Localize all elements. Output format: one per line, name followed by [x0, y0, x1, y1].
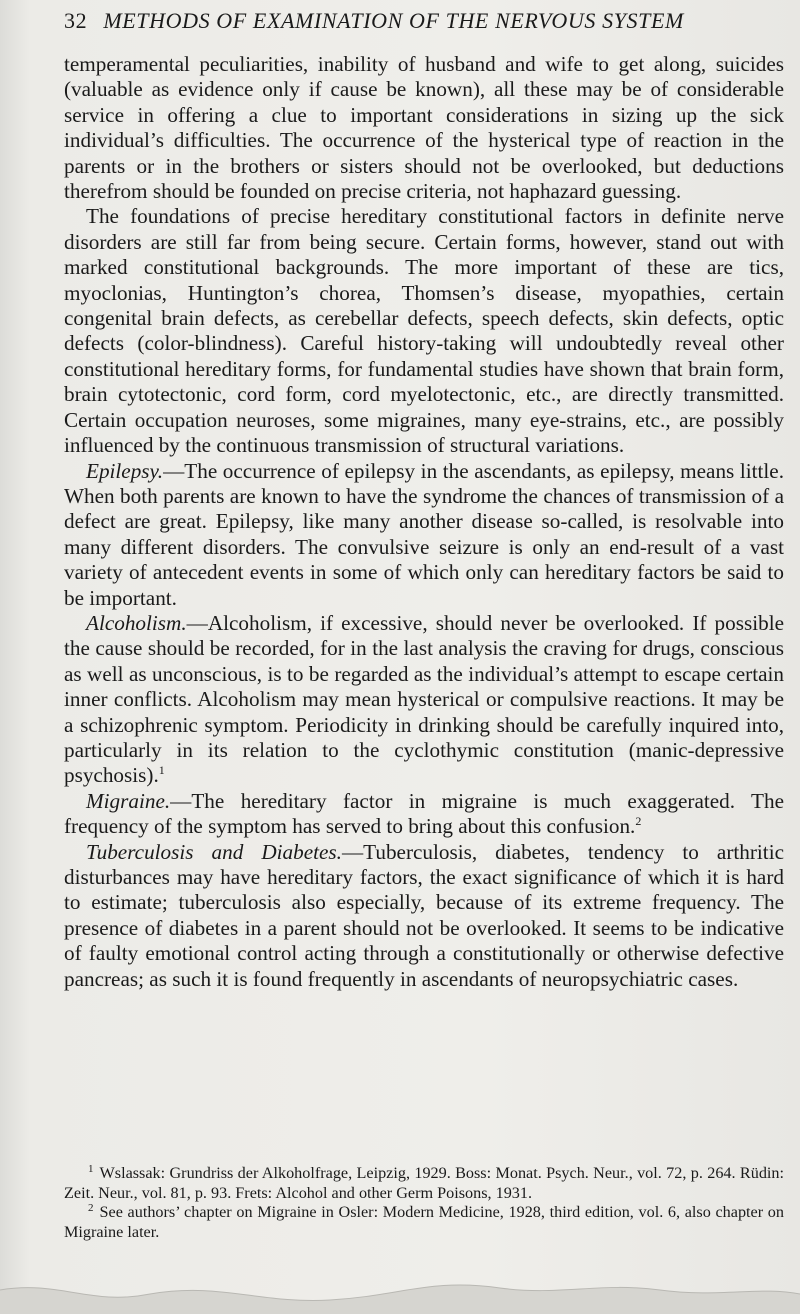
section-heading-tuberculosis-diabetes: Tuberculosis and Diabetes. [86, 839, 342, 864]
running-header [64, 8, 764, 34]
paragraph-text: The foundations of precise hereditary constitutional factors in definite nerve disorders are still far from being secure. Certain forms, however, stand out with marked constitutional backgrounds. The more important of these are tics, myoclonias, Huntington’s chorea, Thomsen’s disease, myopathies, certain congenital brain defects, as cerebellar defects, speech defects, skin defects, optic defects (color-blindness). Careful history-taking will undoubtedly reveal other constitutional hereditary forms, for fundamental studies have shown that brain form, brain cytotectonic, cord form, cord myelotectonic, etc., are directly transmitted. Certain occupation neuroses, some migraines, many eye-strains, etc., are possibly influenced by the continuous transmission of structural variations. [64, 204, 784, 458]
paragraph-text: —Alcoholism, if excessive, should never be overlooked. If possible the cause should be recorded, for in the last analysis the craving for drugs, conscious as well as unconscious, is to be regarded as the individual’s attempt to escape certain inner conflicts. Alcoholism may mean hysterical or compulsive reactions. It may be a schizophrenic symptom. Periodicity in drinking should be carefully inquired into, particularly in its relation to the cyclothymic constitution (manic-depressive psychosis). [64, 610, 784, 788]
section-heading-migraine: Migraine. [86, 788, 171, 813]
paragraph-migraine [64, 789, 784, 840]
footnote-1 [64, 1164, 784, 1203]
paragraph-tuberculosis-diabetes [64, 840, 784, 992]
paragraph-epilepsy [64, 459, 784, 611]
page-number: 32 [64, 8, 88, 33]
footnote-ref-2: 2 [635, 814, 642, 829]
paragraph-alcoholism [64, 611, 784, 789]
paragraph-continuation [64, 52, 784, 204]
footnote-text: Wslassak: Grundriss der Alkoholfrage, Leipzig, 1929. Boss: Monat. Psych. Neur., vol. 72, p. 264. Rüdin: Zeit. Neur., vol. 81, p. 93. Frets: Alcohol and other Germ Poisons, 1931. [64, 1164, 784, 1202]
footnote-mark: 1 [88, 1162, 94, 1175]
footnotes [64, 1164, 784, 1242]
paragraph-text: —Tuberculosis, diabetes, tendency to arthritic disturbances may have hereditary factors, the exact significance of which it is hard to estimate; tuberculosis also especially, because of its extreme frequency. The presence of diabetes in a parent should not be overlooked. It seems to be indicative of faulty emotional control acting through a constitutionally or otherwise defective pancreas; as such it is found frequently in ascendants of neuropsychiatric cases. [64, 839, 784, 991]
paragraph-text: temperamental peculiarities, inability of husband and wife to get along, suicides (valuable as evidence only if cause be known), all these may be of considerable service in offering a clue to important considerations in sizing up the sick individual’s difficulties. The occurrence of the hysterical type of reaction in the parents or in the brothers or sisters should not be overlooked, but deductions therefrom should be founded on precise criteria, not haphazard guessing. [64, 52, 784, 204]
running-title: METHODS OF EXAMINATION OF THE NERVOUS SYSTEM [103, 8, 684, 33]
footnote-mark: 2 [88, 1201, 94, 1214]
footnote-2 [64, 1203, 784, 1242]
body-text [64, 52, 784, 992]
paragraph-hereditary-factors [64, 204, 784, 458]
footnote-ref-1: 1 [158, 763, 165, 778]
paragraph-text: —The occurrence of epilepsy in the ascendants, as epilepsy, means little. When both parents are known to have the syndrome the chances of transmission of a defect are great. Epilepsy, like many another disease so-called, is resolvable into many different disorders. The convulsive seizure is only an end-result of a vast variety of antecedent events in some of which only can hereditary factors be said to be important. [64, 458, 784, 610]
torn-page-edge [0, 1260, 800, 1314]
section-heading-alcoholism: Alcoholism. [86, 610, 187, 635]
torn-edge-shadow [0, 1285, 800, 1314]
footnote-text: See authors’ chapter on Migraine in Osler: Modern Medicine, 1928, third edition, vol. 6, also chapter on Migraine later. [64, 1203, 784, 1241]
section-heading-epilepsy: Epilepsy. [86, 458, 164, 483]
paragraph-text: —The hereditary factor in migraine is much exaggerated. The frequency of the symptom has served to bring about this confusion. [64, 788, 784, 839]
